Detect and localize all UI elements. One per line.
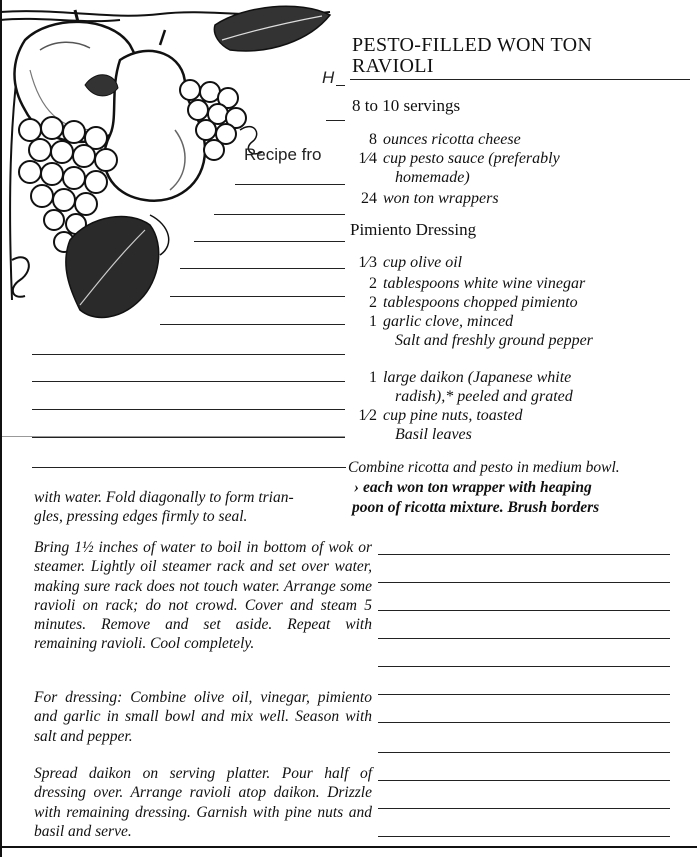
ingredient-item: 1⁄4 cup pesto sauce (preferably bbox=[358, 150, 560, 167]
ingredient-item: 8 ounces ricotta cheese bbox=[369, 131, 521, 148]
card-line bbox=[378, 582, 670, 583]
ingredient-item: 2 tablespoons chopped pimiento bbox=[369, 294, 578, 311]
servings: 8 to 10 servings bbox=[352, 96, 461, 115]
card-line bbox=[214, 214, 346, 215]
ingredient-item: Salt and freshly ground pepper bbox=[395, 332, 593, 349]
recipe-title: PESTO-FILLED WON TON RAVIOLI bbox=[352, 34, 593, 77]
ingredient-item: 1⁄2 cup pine nuts, toasted bbox=[358, 407, 523, 424]
ingredient-item: 1 garlic clove, minced bbox=[369, 313, 514, 330]
step1-left: with water. Fold diagonally to form trian- gles, pressing edges firmly to seal. bbox=[34, 489, 294, 526]
ingredient-item: 1 large daikon (Japanese white bbox=[369, 369, 572, 386]
card-line bbox=[378, 752, 670, 753]
card-line bbox=[170, 296, 346, 297]
card-line bbox=[160, 324, 346, 325]
card-line bbox=[32, 467, 346, 468]
card-line bbox=[378, 666, 670, 667]
card-line bbox=[378, 694, 670, 695]
from-label: H bbox=[322, 68, 335, 87]
garnish-ingredients-list bbox=[355, 368, 685, 444]
card-line bbox=[32, 381, 346, 382]
ingredient-item: 1⁄3 cup olive oil bbox=[358, 254, 463, 271]
ingredient-item: Basil leaves bbox=[395, 426, 472, 443]
card-line bbox=[235, 184, 345, 185]
card-line bbox=[194, 241, 346, 242]
card-line bbox=[32, 437, 346, 438]
ingredient-item: 2 tablespoons white wine vinegar bbox=[369, 275, 586, 292]
card-line bbox=[378, 808, 670, 809]
dressing-heading: Pimiento Dressing bbox=[350, 220, 477, 239]
ingredient-item: homemade) bbox=[395, 169, 470, 186]
bottom-border bbox=[0, 846, 697, 848]
fruit-illustration bbox=[0, 0, 345, 335]
recipe-from-label: Recipe fro bbox=[244, 145, 322, 164]
ingredient-item: 24 won ton wrappers bbox=[361, 190, 499, 207]
ingredients-list bbox=[355, 130, 685, 208]
card-line bbox=[378, 638, 670, 639]
step2-paragraph: Bring 1½ inches of water to boil in bottom of wok or steamer. Lightly oil steamer rack and set over water, making sure rack does not touch water. Arrange some ravioli on rack; do not crowd. Cover and steam 5 minutes. Remove and set aside. Repeat with remaining ravioli. Cool completely. bbox=[34, 539, 372, 653]
card-line bbox=[378, 722, 670, 723]
step3-paragraph: For dressing: Combine olive oil, vinegar, pimiento and garlic in small bowl and mix well. Season with salt and pepper. bbox=[34, 689, 372, 745]
step1-right: Combine ricotta and pesto in medium bowl. › each won ton wrapper with heaping poon of ricotta mixture. Brush borders bbox=[348, 459, 620, 516]
recipe-clipping bbox=[345, 20, 697, 465]
card-line bbox=[180, 268, 346, 269]
card-line bbox=[32, 409, 346, 410]
left-border bbox=[0, 0, 2, 857]
dressing-ingredients-list bbox=[355, 253, 685, 350]
card-line bbox=[378, 836, 670, 837]
card-line bbox=[32, 354, 346, 355]
card-line bbox=[378, 554, 670, 555]
card-line bbox=[378, 780, 670, 781]
step4-paragraph: Spread daikon on serving platter. Pour half of dressing over. Arrange ravioli atop daikon. Drizzle with remaining dressing. Garnish with pine nuts and basil and serve. bbox=[34, 765, 372, 840]
title-rule bbox=[350, 79, 690, 80]
card-line bbox=[378, 610, 670, 611]
ingredient-item: radish),* peeled and grated bbox=[395, 388, 573, 405]
